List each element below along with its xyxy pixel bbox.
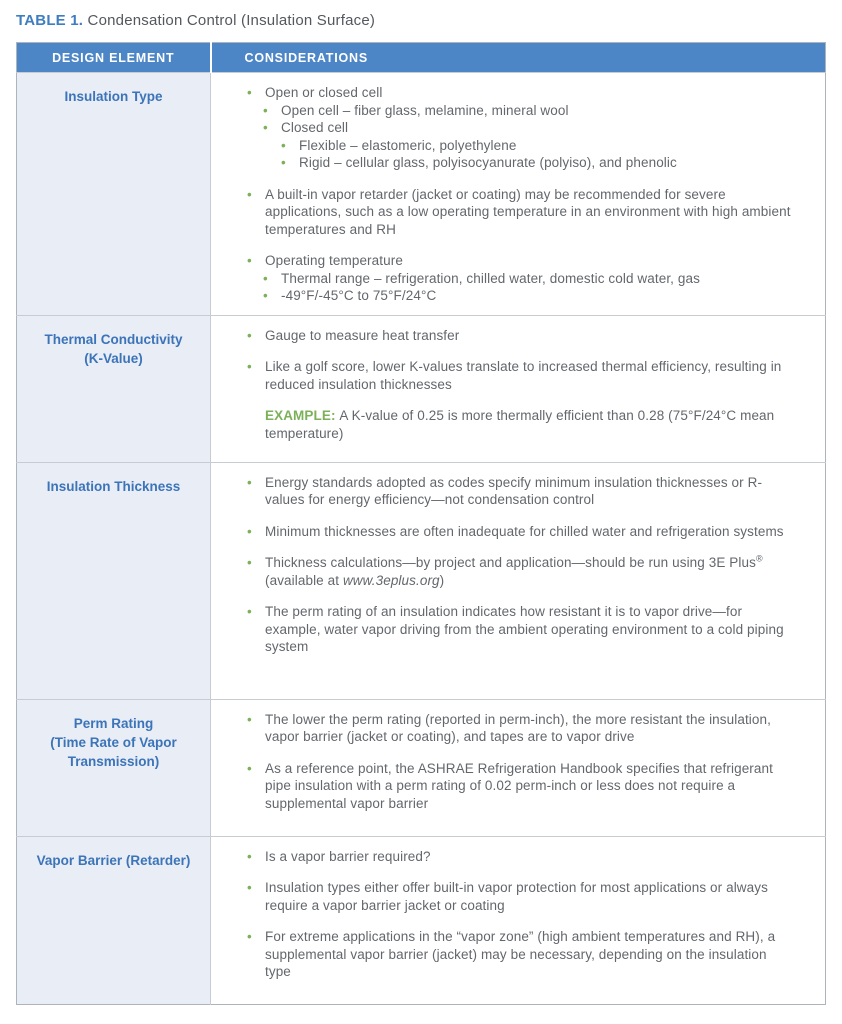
bullet-text bbox=[265, 523, 791, 541]
considerations-cell bbox=[211, 836, 826, 1004]
bullet-text bbox=[265, 928, 791, 981]
bullet-text bbox=[265, 711, 791, 746]
bullet-text bbox=[265, 327, 791, 345]
bullet-text bbox=[265, 186, 791, 239]
text-run: Closed cell bbox=[281, 120, 349, 135]
design-element-cell bbox=[17, 699, 211, 836]
design-element-cell bbox=[17, 462, 211, 699]
text-run: Energy standards adopted as codes specify minimum insulation thicknesses or R-values for energy efficiency—not condensation control bbox=[265, 474, 763, 507]
design-element-cell bbox=[17, 315, 211, 462]
bullet-text bbox=[265, 603, 791, 656]
table-row bbox=[17, 462, 826, 699]
bullet-icon: • bbox=[247, 848, 252, 864]
bullet-text bbox=[265, 760, 791, 813]
text-run: The lower the perm rating (reported in perm-inch), the more resistant the insulation, vapor barrier (jacket or coating), and tapes are to vapor drive bbox=[265, 711, 771, 744]
bullet-item bbox=[211, 928, 791, 981]
bullet-item bbox=[211, 358, 791, 393]
bullet-icon: • bbox=[247, 253, 252, 268]
design-element-label: (K-Value) bbox=[84, 350, 143, 366]
bullet-icon: • bbox=[281, 155, 286, 170]
bullet-text bbox=[265, 879, 791, 914]
bullet-text bbox=[265, 554, 791, 589]
header-design-element: DESIGN ELEMENT bbox=[17, 43, 211, 73]
text-run: (available at bbox=[265, 572, 343, 588]
bullet-item bbox=[211, 186, 791, 239]
design-element-cell bbox=[17, 73, 211, 316]
text-run: Open cell – fiber glass, melamine, mineral wool bbox=[281, 102, 569, 118]
bullet-item bbox=[211, 760, 791, 813]
bullet-text bbox=[265, 474, 791, 509]
bullet-item bbox=[211, 848, 791, 866]
bullet-item bbox=[211, 252, 791, 270]
bullet-text bbox=[299, 137, 791, 155]
table-row bbox=[17, 699, 826, 836]
bullet-text bbox=[281, 102, 791, 120]
example-label: EXAMPLE: bbox=[265, 408, 340, 423]
text-run: For extreme applications in the “vapor zone” (high ambient temperatures and RH), a supplemental vapor barrier (jacket) may be necessary, depending on the insulation type bbox=[265, 929, 776, 979]
text-run: Like a golf score, lower K-values translate to increased thermal efficiency, resulting in reduced insulation thicknesses bbox=[265, 359, 782, 392]
design-element-label: (Time Rate of Vapor bbox=[50, 734, 177, 750]
bullet-text bbox=[265, 252, 791, 270]
bullet-icon: • bbox=[247, 474, 252, 490]
text-run: Open or closed cell bbox=[265, 85, 383, 100]
design-element-label: Transmission) bbox=[67, 753, 160, 769]
bullet-item bbox=[211, 102, 791, 120]
text-run: ) bbox=[439, 572, 445, 588]
design-element-cell bbox=[17, 836, 211, 1004]
text-run: As a reference point, the ASHRAE Refrigeration Handbook specifies that refrigerant pipe insulation with a perm rating of 0.02 perm-inch or less does not require a supplemental vapor barrier bbox=[265, 760, 773, 811]
bullet-item bbox=[211, 474, 791, 509]
text-run: Thickness calculations—by project and application—should be run using 3E Plus bbox=[265, 555, 756, 570]
design-element-label: Thermal Conductivity bbox=[44, 331, 183, 347]
text-run: ® bbox=[755, 553, 763, 564]
example-note bbox=[265, 407, 791, 442]
bullet-item bbox=[211, 879, 791, 914]
bullet-icon: • bbox=[247, 604, 252, 619]
table-title-text: Condensation Control (Insulation Surface) bbox=[83, 12, 376, 29]
bullet-icon: • bbox=[263, 120, 268, 135]
design-element-label: Insulation Type bbox=[64, 89, 163, 104]
text-run: Flexible – elastomeric, polyethylene bbox=[299, 137, 517, 153]
bullet-text bbox=[265, 848, 791, 866]
bullet-item bbox=[211, 154, 791, 172]
bullet-item bbox=[211, 137, 791, 155]
considerations-cell bbox=[211, 315, 826, 462]
table-header-row bbox=[17, 43, 826, 73]
table-title-label: TABLE 1. bbox=[16, 12, 84, 29]
bullet-icon: • bbox=[247, 929, 252, 944]
bullet-icon: • bbox=[247, 523, 252, 539]
text-run: Thermal range – refrigeration, chilled water, domestic cold water, gas bbox=[281, 270, 700, 286]
bullet-item bbox=[211, 523, 791, 541]
text-run: The perm rating of an insulation indicates how resistant it is to vapor drive—for example, water vapor driving from the ambient operating environment to a cold piping system bbox=[265, 604, 784, 654]
bullet-item bbox=[211, 287, 791, 305]
considerations-cell bbox=[211, 73, 826, 316]
text-run: Insulation types either offer built-in vapor protection for most applications or always require a vapor barrier jacket or coating bbox=[265, 880, 768, 913]
design-element-label: Perm Rating bbox=[73, 715, 154, 731]
bullet-icon: • bbox=[263, 102, 268, 118]
text-run: Minimum thicknesses are often inadequate for chilled water and refrigeration systems bbox=[265, 523, 784, 539]
table-title bbox=[16, 12, 826, 29]
bullet-text bbox=[265, 358, 791, 393]
text-run: Gauge to measure heat transfer bbox=[265, 327, 460, 343]
bullet-text bbox=[299, 154, 791, 172]
bullet-item bbox=[211, 270, 791, 288]
bullet-item bbox=[211, 603, 791, 656]
table-body bbox=[17, 73, 826, 1005]
text-run: Operating temperature bbox=[265, 253, 403, 268]
design-element-label: Insulation Thickness bbox=[46, 478, 181, 494]
header-considerations: CONSIDERATIONS bbox=[211, 43, 826, 73]
bullet-icon: • bbox=[263, 270, 268, 286]
bullet-item bbox=[211, 554, 791, 589]
bullet-item bbox=[211, 119, 791, 137]
table-row bbox=[17, 73, 826, 316]
condensation-control-table bbox=[16, 42, 826, 1005]
bullet-icon: • bbox=[281, 137, 286, 153]
bullet-item bbox=[211, 327, 791, 345]
bullet-text bbox=[281, 270, 791, 288]
bullet-icon: • bbox=[247, 711, 252, 727]
bullet-icon: • bbox=[247, 85, 252, 100]
text-run: Is a vapor barrier required? bbox=[265, 848, 431, 864]
bullet-icon: • bbox=[263, 288, 268, 303]
design-element-label: Vapor Barrier (Retarder) bbox=[36, 852, 191, 868]
text-run: Rigid – cellular glass, polyisocyanurate (polyiso), and phenolic bbox=[299, 155, 677, 170]
bullet-text bbox=[281, 119, 791, 137]
considerations-cell bbox=[211, 462, 826, 699]
table-row bbox=[17, 836, 826, 1004]
bullet-icon: • bbox=[247, 880, 252, 895]
bullet-text bbox=[281, 287, 791, 305]
example-text: A K-value of 0.25 is more thermally efficient than 0.28 (75°F/24°C mean temperature) bbox=[265, 408, 775, 441]
text-run: www.3eplus.org bbox=[342, 572, 440, 588]
bullet-item bbox=[211, 84, 791, 102]
bullet-item bbox=[211, 711, 791, 746]
bullet-icon: • bbox=[247, 186, 252, 202]
text-run: A built-in vapor retarder (jacket or coating) may be recommended for severe applications, such as a low operating temperature in an environment with high ambient temperatures and RH bbox=[265, 186, 791, 237]
bullet-icon: • bbox=[247, 555, 252, 570]
considerations-cell bbox=[211, 699, 826, 836]
bullet-icon: • bbox=[247, 760, 252, 776]
text-run: -49°F/-45°C to 75°F/24°C bbox=[281, 288, 437, 303]
bullet-icon: • bbox=[247, 327, 252, 343]
table-row bbox=[17, 315, 826, 462]
bullet-text bbox=[265, 84, 791, 102]
bullet-icon: • bbox=[247, 359, 252, 374]
